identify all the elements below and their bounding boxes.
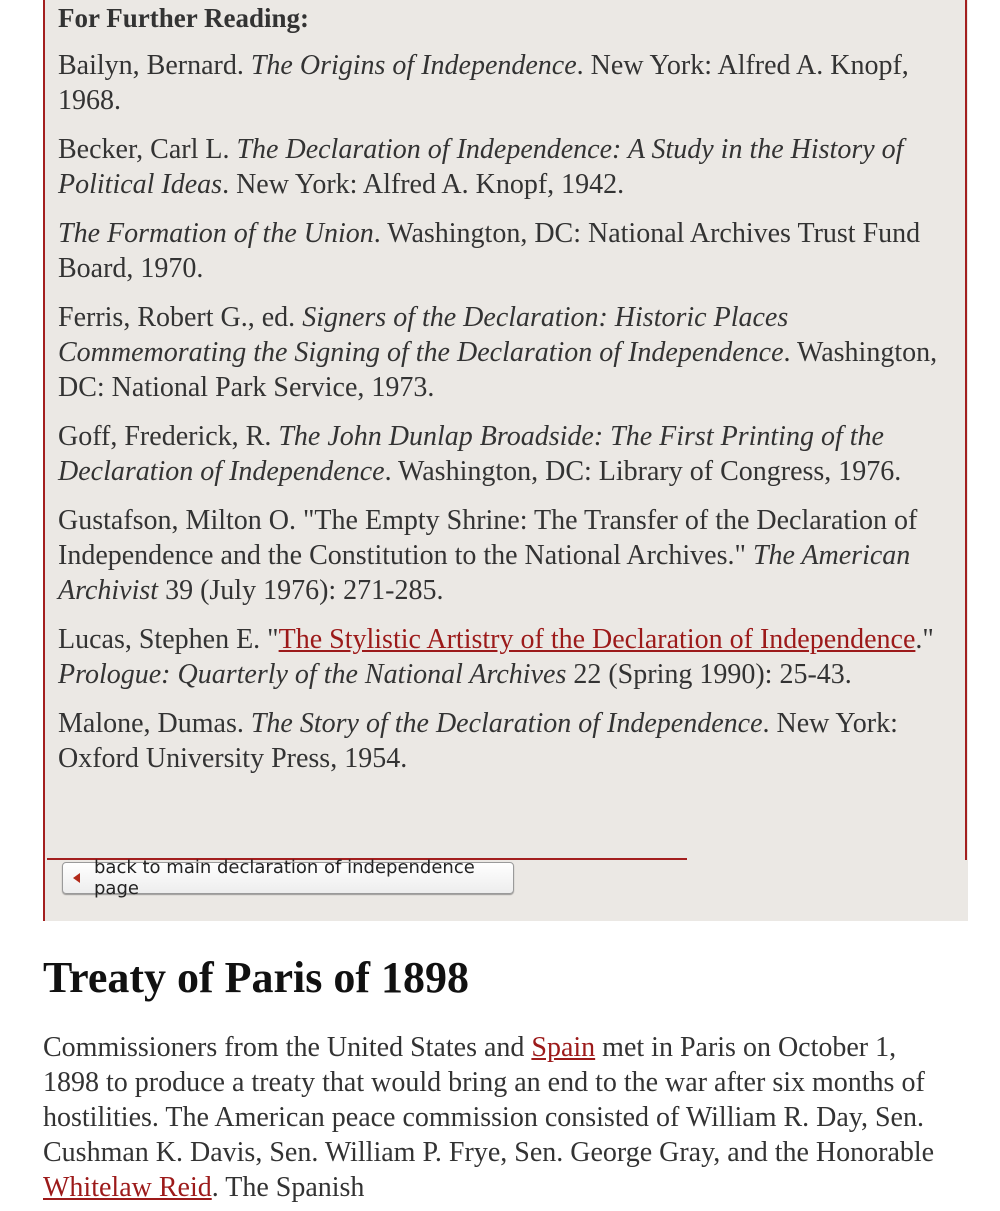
back-button-label: back to main declaration of independence page: [94, 857, 475, 899]
spain-link[interactable]: Spain: [531, 1032, 596, 1063]
journal-title: Prologue: Quarterly of the National Archives: [58, 659, 567, 690]
further-reading-content: [58, 0, 950, 790]
panel-right-border: [965, 0, 967, 860]
bibliography-entry: Gustafson, Milton O. "The Empty Shrine: The Transfer of the Declaration of Independence and the Constitution to the National Archives." The American Archivist 39 (July 1976): 271-285.: [58, 505, 918, 606]
book-title: The John Dunlap Broadside: The First Printing of the Declaration of Independence: [58, 421, 884, 487]
bibliography-entry: Goff, Frederick, R. The John Dunlap Broadside: The First Printing of the Declaration of Independence. Washington, DC: Library of Congress, 1976.: [58, 421, 902, 487]
book-title: Signers of the Declaration: Historic Places Commemorating the Signing of the Declaration of Independence: [58, 302, 789, 368]
article-title: Treaty of Paris of 1898: [43, 953, 470, 1002]
bibliography-entry: Bailyn, Bernard. The Origins of Independence. New York: Alfred A. Knopf, 1968.: [58, 50, 909, 116]
back-to-main-button[interactable]: [62, 857, 514, 899]
panel-left-border: [43, 0, 45, 921]
article-body: Commissioners from the United States and Spain met in Paris on October 1, 1898 to produce a treaty that would bring an end to the war after six months of hostilities. The American peace commission consisted of William R. Day, Sen. Cushman K. Davis, Sen. William P. Frye, Sen. George Gray, and the Honorable Whitelaw Reid. The Spanish: [43, 1032, 935, 1203]
bibliography-entry: Ferris, Robert G., ed. Signers of the Declaration: Historic Places Commemorating the Signing of the Declaration of Independence. Washington, DC: National Park Service, 1973.: [58, 302, 938, 403]
book-title: The Formation of the Union: [58, 218, 374, 249]
bibliography-entry: The Formation of the Union. Washington, DC: National Archives Trust Fund Board, 1970.: [58, 218, 921, 284]
bibliography-entry: Becker, Carl L. The Declaration of Independence: A Study in the History of Political Ideas. New York: Alfred A. Knopf, 1942.: [58, 134, 904, 200]
book-title: The Declaration of Independence: A Study in the History of Political Ideas: [58, 134, 904, 200]
whitelaw-reid-link[interactable]: Whitelaw Reid: [43, 1172, 212, 1203]
back-arrow-icon: [73, 873, 80, 883]
book-title: The Story of the Declaration of Independence: [250, 708, 763, 739]
journal-title: The American Archivist: [58, 540, 911, 606]
bibliography-entry: Lucas, Stephen E. "The Stylistic Artistry of the Declaration of Independence." Prologue: Quarterly of the National Archives 22 (Spring 1990): 25-43.: [58, 624, 934, 690]
stylistic-artistry-link[interactable]: The Stylistic Artistry of the Declaration of Independence: [278, 624, 916, 655]
further-reading-heading: For Further Reading:: [58, 3, 309, 33]
book-title: The Origins of Independence: [250, 50, 577, 81]
bibliography-entry: Malone, Dumas. The Story of the Declaration of Independence. New York: Oxford University Press, 1954.: [58, 708, 898, 774]
